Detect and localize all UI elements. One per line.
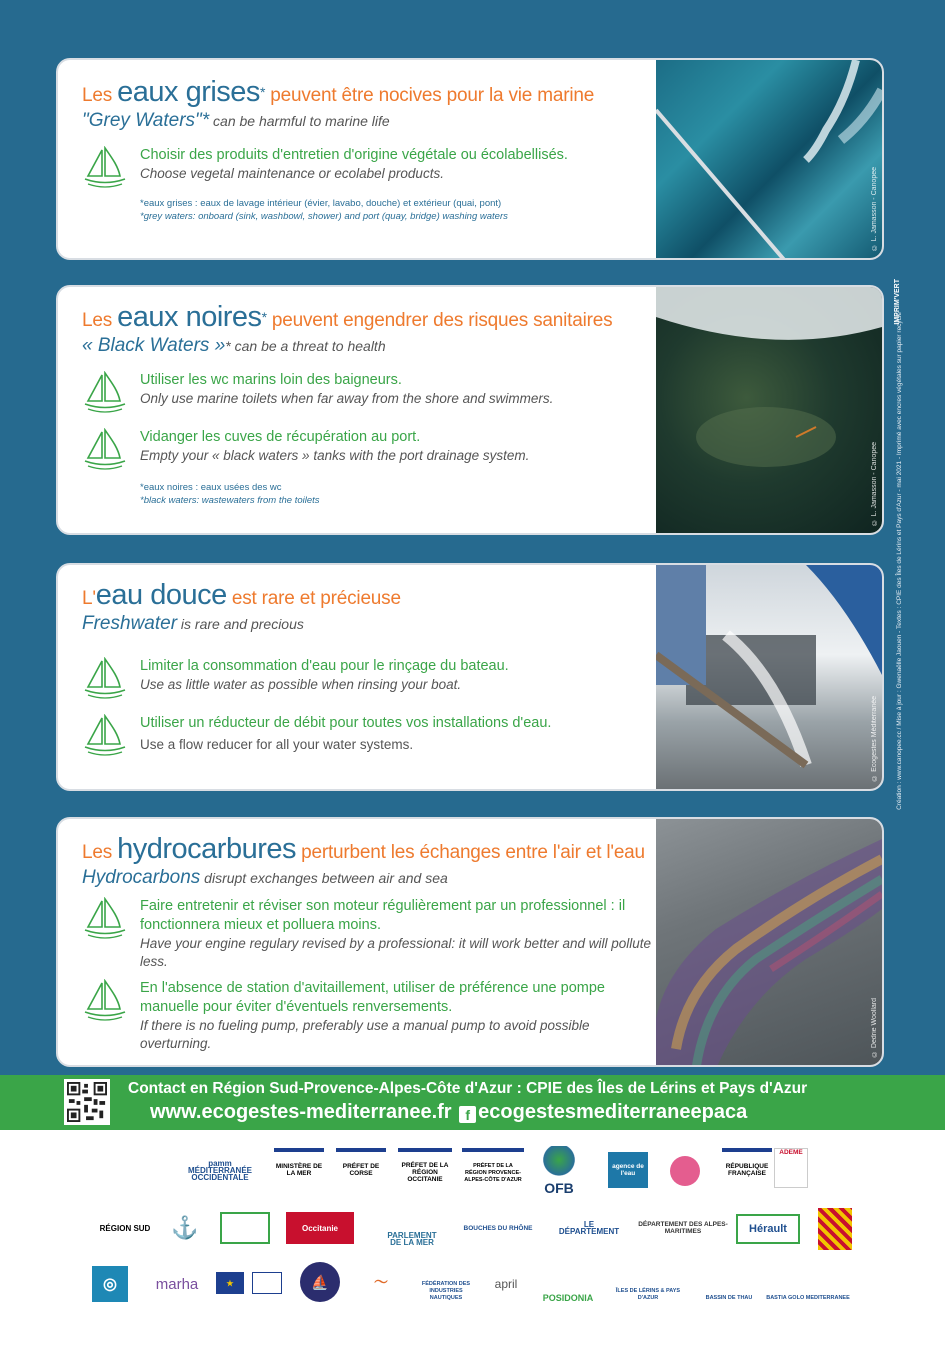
logo-eu: ★ (216, 1272, 244, 1294)
title-pre: Les (82, 842, 118, 863)
card-subtitle (82, 867, 662, 889)
footnote (140, 197, 652, 223)
photo-credit: © L. Jamasson - Canopee (871, 441, 878, 525)
title-post: peuvent être nocives pour la vie marine (265, 85, 595, 106)
web-line (150, 1101, 747, 1124)
card-hydrocarbons (56, 817, 884, 1067)
sailboat-icon (82, 146, 128, 190)
logo-prefet-corse: PRÉFET DE CORSE (336, 1148, 386, 1188)
card-freshwater (56, 563, 884, 791)
photo-black-water (656, 287, 882, 533)
logo-round-pink (670, 1156, 700, 1186)
logo-cpie-lerins: ÎLES DE LÉRINS & PAYS D'AZUR (615, 1288, 681, 1301)
logo-april: april (494, 1276, 518, 1291)
website-link[interactable]: www.ecogestes-mediterranee.fr (150, 1101, 452, 1123)
logo-prefet-occitanie: PRÉFET DE LA RÉGION OCCITANIE (398, 1148, 452, 1192)
logo-red-yellow (818, 1208, 852, 1250)
footnote-french: *eaux grises : eaux de lavage intérieur (évier, lavabo, douche) et extérieur (quai, pont) (140, 198, 502, 209)
card-title (82, 833, 662, 865)
footnote-french: *eaux noires : eaux usées des wc (140, 482, 282, 493)
logo-ofb: OFB (538, 1146, 580, 1192)
card-text (82, 833, 662, 1053)
item-english: Use as little water as possible when rinsing your boat. (140, 677, 462, 692)
subtitle-keyword: Hydrocarbons (82, 867, 201, 888)
title-asterisk: * (259, 84, 266, 100)
title-post: est rare et précieuse (226, 588, 401, 609)
logo-var: LE DÉPARTEMENT (558, 1220, 620, 1236)
title-keyword: eaux grises (117, 76, 260, 108)
imprim-vert-label (894, 250, 908, 325)
card-title (82, 579, 652, 611)
title-pre: L' (82, 588, 96, 609)
photo-credit: © Dedrie Woollard (871, 997, 878, 1057)
logo-occitanie: Occitanie (286, 1212, 354, 1244)
subtitle-keyword: « Black Waters » (82, 335, 226, 356)
side-credit (896, 250, 910, 810)
photo-grey-water (656, 60, 882, 258)
contact-text: Contact en Région Sud-Provence-Alpes-Côte d'Azur : CPIE des Îles de Lérins et Pays d'Azur (128, 1080, 808, 1097)
item-french: Choisir des produits d'entretien d'origine végétale ou écolabellisés. (140, 147, 568, 163)
card-title (82, 301, 652, 333)
logo-herault: Hérault (736, 1214, 800, 1244)
logo-alpes-maritimes: DÉPARTEMENT DES ALPES-MARITIMES (638, 1221, 728, 1235)
title-pre: Les (82, 85, 118, 106)
facebook-link[interactable]: ecogestesmediterraneepaca (478, 1101, 748, 1123)
subtitle-keyword: Freshwater (82, 613, 178, 634)
item-french: En l'absence de station d'avitaillement, utiliser de préférence une pompe manuelle pour éviter d'éventuels renversements. (140, 980, 605, 1015)
ecogeste-item (82, 371, 652, 408)
title-pre: Les (82, 310, 118, 331)
title-asterisk: * (261, 309, 267, 325)
logo-ministere-mer: MINISTÈRE DE LA MER (274, 1148, 324, 1188)
partner-logos (0, 1130, 945, 1347)
logo-agence-eau: agence de l'eau (608, 1152, 648, 1188)
logo-ports: 〜 (374, 1273, 388, 1290)
item-english: Empty your « black waters » tanks with the port drainage system. (140, 448, 530, 463)
subtitle-keyword: "Grey Waters"* (82, 110, 210, 131)
logo-green-box (220, 1212, 270, 1244)
photo-credit: © Ecogestes Méditerranée (871, 696, 878, 781)
hose-rinsing-image (656, 565, 882, 791)
card-subtitle (82, 335, 652, 357)
card-text (82, 301, 652, 507)
photo-oil-slick (656, 819, 882, 1065)
subtitle-rest: disrupt exchanges between air and sea (200, 870, 448, 886)
sailboat-icon (82, 428, 128, 472)
subtitle-rest: can be harmful to marine life (209, 113, 390, 129)
logo-parlement-mer: PARLEMENT DE LA MER (387, 1231, 437, 1247)
logo-marha: marha (155, 1275, 199, 1293)
logo-bassin-thau: BASSIN DE THAU (705, 1295, 753, 1301)
logo-bastia-golo: BASTIA GOLO MEDITERRANEE (766, 1295, 850, 1301)
ecogeste-item (82, 428, 652, 465)
item-french: Limiter la consommation d'eau pour le rinçage du bateau. (140, 658, 509, 674)
item-french: Vidanger les cuves de récupération au port. (140, 429, 421, 445)
logo-republique: RÉPUBLIQUE FRANÇAISE (722, 1148, 772, 1188)
item-english: Use a flow reducer for all your water systems. (140, 737, 414, 752)
ecogeste-item (82, 714, 652, 754)
logo-anchor: ⚓ (171, 1214, 199, 1240)
production-credit: Création : www.canopee.cc / Mise à jour : Gwenaëlle Jaouen - Textes : CPIE des Îles de Lérins et Pays d'Azur - mai 2021 - Imprimé avec encres végétales sur papier recyclé (896, 312, 903, 810)
logo-posidonia: POSIDONIA (542, 1293, 594, 1303)
photo-rinsing-boat (656, 565, 882, 789)
subtitle-rest: * can be a threat to health (225, 338, 386, 354)
sailboat-icon (82, 897, 128, 941)
dark-water-image (656, 287, 882, 535)
card-text (82, 76, 652, 223)
contact-band (0, 1075, 945, 1130)
photo-credit: © L. Jamasson - Canopee (871, 166, 878, 250)
sailboat-icon (82, 371, 128, 415)
card-black-waters (56, 285, 884, 535)
logo-region-sud: RÉGION SUD (99, 1223, 151, 1233)
qr-code-icon[interactable] (64, 1079, 110, 1125)
logo-bouches-rhone: BOUCHES DU RHÔNE (463, 1224, 533, 1232)
item-english: Only use marine toilets when far away from the shore and swimmers. (140, 391, 554, 406)
card-grey-waters (56, 58, 884, 260)
logo-fin: FÉDÉRATION DES INDUSTRIES NAUTIQUES (421, 1281, 471, 1301)
sailboat-icon (82, 714, 128, 758)
ecogeste-item (82, 979, 662, 1053)
water-splash-image (656, 60, 882, 260)
title-keyword: eau douce (95, 579, 227, 611)
logo-round-navy: ⛵ (300, 1262, 340, 1302)
logo-prefet-paca: PRÉFET DE LA RÉGION PROVENCE-ALPES-CÔTE D'AZUR (462, 1148, 524, 1194)
ecogeste-item (82, 897, 662, 971)
footnote (140, 481, 652, 507)
logo-ademe: ADEME (774, 1148, 808, 1188)
sailboat-icon (82, 979, 128, 1023)
title-post: peuvent engendrer des risques sanitaires (266, 310, 613, 331)
item-english: Choose vegetal maintenance or ecolabel products. (140, 166, 444, 181)
imprim-vert-text: IMPRIM'VERT (894, 279, 901, 325)
footnote-english: *black waters: wastewaters from the toilets (140, 495, 320, 506)
item-french: Utiliser un réducteur de débit pour toutes vos installations d'eau. (140, 715, 552, 731)
logo-natura (252, 1272, 282, 1294)
card-title (82, 76, 652, 108)
subtitle-rest: is rare and precious (177, 616, 304, 632)
ecogeste-item (82, 657, 652, 694)
card-text (82, 579, 652, 754)
logo-blue-square: ◎ (92, 1266, 128, 1302)
item-french: Utiliser les wc marins loin des baigneurs. (140, 372, 402, 388)
title-keyword: hydrocarbures (117, 833, 296, 865)
title-keyword: eaux noires (117, 301, 262, 333)
footnote-english: *grey waters: onboard (sink, washbowl, shower) and port (quay, bridge) washing waters (140, 211, 508, 222)
item-english: Have your engine regulary revised by a professional: it will work better and will pollute less. (140, 936, 652, 969)
oil-slick-image (656, 819, 882, 1067)
facebook-icon[interactable]: f (459, 1106, 476, 1123)
item-french: Faire entretenir et réviser son moteur régulièrement par un professionnel : il fonctionnera mieux et polluera moins. (140, 898, 626, 933)
logo-pamm: pamm MÉDITERRANÉE OCCIDENTALE (187, 1158, 252, 1182)
card-subtitle (82, 110, 652, 132)
sailboat-icon (82, 657, 128, 701)
item-english: If there is no fueling pump, preferably use a manual pump to avoid possible overturning. (140, 1018, 590, 1051)
ecogeste-item (82, 146, 652, 183)
title-post: perturbent les échanges entre l'air et l'eau (296, 842, 645, 863)
card-subtitle (82, 613, 652, 635)
